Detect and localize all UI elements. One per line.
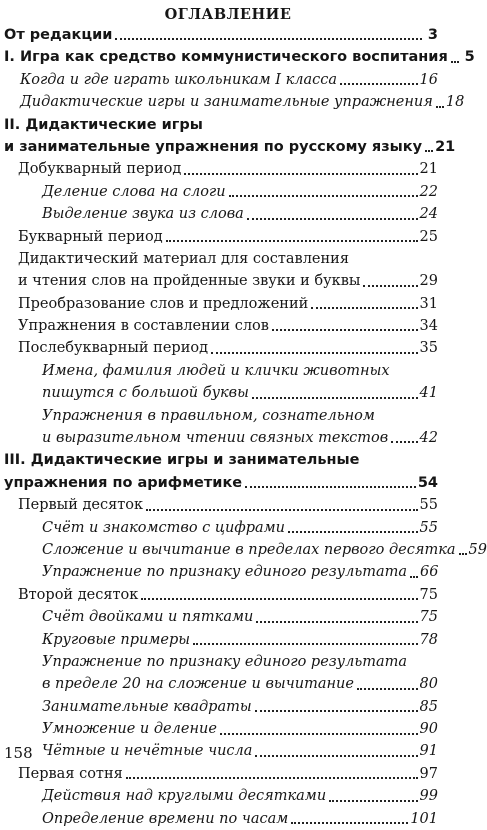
toc-entry-page: 101 bbox=[410, 810, 438, 827]
dot-leader bbox=[229, 195, 418, 197]
toc-entry bbox=[4, 539, 487, 561]
toc-entry bbox=[4, 136, 456, 158]
toc-entry-page: 99 bbox=[419, 788, 438, 805]
dot-leader bbox=[193, 643, 417, 645]
toc-entry bbox=[4, 494, 438, 516]
toc-entry bbox=[4, 561, 438, 583]
toc-entry-page: 75 bbox=[419, 586, 438, 603]
toc-entry-title: Упражнения в составлении слов bbox=[18, 318, 269, 335]
toc-entry-page: 35 bbox=[419, 340, 438, 357]
toc-entry-page: 16 bbox=[419, 71, 438, 88]
toc-entry bbox=[4, 696, 438, 718]
toc-entry bbox=[4, 270, 438, 292]
dot-leader bbox=[166, 240, 418, 242]
toc-entry-page: 90 bbox=[419, 721, 438, 738]
page-title: ОГЛАВЛЕНИЕ bbox=[164, 6, 292, 23]
toc-entry bbox=[4, 651, 438, 673]
toc-entry bbox=[4, 472, 438, 494]
toc-entry-title: Имена, фамилия людей и клички животных bbox=[42, 362, 390, 379]
toc-entry bbox=[4, 718, 438, 740]
dot-leader bbox=[146, 509, 417, 511]
toc-entry-page: 24 bbox=[419, 206, 438, 223]
toc-entry-title: Счёт двойками и пятками bbox=[42, 609, 254, 626]
toc-entry-page: 80 bbox=[419, 676, 438, 693]
toc-entry-page: 75 bbox=[419, 609, 438, 626]
toc-entry-title: Букварный период bbox=[18, 228, 163, 245]
toc-entry bbox=[4, 449, 438, 471]
dot-leader bbox=[141, 598, 417, 600]
toc-entry-page: 21 bbox=[435, 138, 456, 155]
dot-leader bbox=[220, 733, 418, 735]
toc-entry-page: 3 bbox=[427, 26, 438, 43]
toc-entry bbox=[4, 91, 465, 113]
toc-entry-page: 78 bbox=[419, 631, 438, 648]
dot-leader bbox=[410, 576, 418, 578]
dot-leader bbox=[245, 486, 416, 488]
toc-entry-title: и выразительном чтении связных текстов bbox=[42, 430, 389, 447]
toc-entry-page: 42 bbox=[419, 430, 438, 447]
toc-entry bbox=[4, 293, 438, 315]
toc-entry-page: 18 bbox=[445, 94, 465, 111]
toc-entry-title: упражнения по арифметике bbox=[4, 474, 243, 491]
dot-leader bbox=[340, 83, 417, 85]
toc-entry bbox=[4, 181, 438, 203]
dot-leader bbox=[115, 38, 422, 40]
toc-entry-title: I. Игра как средство коммунистического воспитания bbox=[4, 49, 448, 66]
toc-entry-title: и занимательные упражнения по русскому языку bbox=[4, 138, 423, 155]
dot-leader bbox=[247, 218, 418, 220]
toc-entry bbox=[4, 158, 438, 180]
toc-entry-title: и чтения слов на пройденные звуки и буквы bbox=[18, 273, 361, 290]
dot-leader bbox=[255, 755, 417, 757]
toc-entry bbox=[4, 741, 438, 763]
toc-entry-title: Счёт и знакомство с цифрами bbox=[42, 519, 285, 536]
toc-entry bbox=[4, 629, 438, 651]
toc-entry-title: III. Дидактические игры и занимательные bbox=[4, 452, 360, 469]
toc-entry-title: Занимательные квадраты bbox=[42, 698, 252, 715]
toc-entry-page: 31 bbox=[419, 295, 438, 312]
dot-leader bbox=[255, 710, 418, 712]
toc-entry bbox=[4, 203, 438, 225]
toc-entry bbox=[4, 584, 438, 606]
toc-entry bbox=[4, 763, 438, 785]
dot-leader bbox=[357, 688, 418, 690]
toc-entry-page: 25 bbox=[419, 228, 438, 245]
toc-entry-page: 66 bbox=[420, 564, 439, 581]
page-number: 158 bbox=[4, 744, 33, 762]
toc-entry-title: Упражнение по признаку единого результата bbox=[42, 564, 408, 581]
toc-entry-title: Преобразование слов и предложений bbox=[18, 295, 309, 312]
dot-leader bbox=[311, 307, 417, 309]
toc-entry-title: пишутся с большой буквы bbox=[42, 385, 249, 402]
toc-entry-title: От редакции bbox=[4, 26, 113, 43]
toc-entry-title: Дидактические игры и занимательные упражнения bbox=[20, 94, 433, 111]
toc-entry bbox=[4, 427, 438, 449]
dot-leader bbox=[291, 822, 408, 824]
dot-leader bbox=[459, 553, 467, 555]
toc-entry-title: Выделение звука из слова bbox=[42, 206, 244, 223]
dot-leader bbox=[329, 800, 417, 802]
toc-entry bbox=[4, 46, 475, 68]
toc-entry-page: 5 bbox=[464, 49, 475, 66]
toc-entry bbox=[4, 517, 438, 539]
toc-entry-title: Когда и где играть школьникам I класса bbox=[20, 71, 338, 88]
dot-leader bbox=[256, 621, 417, 623]
toc-entry-title: Сложение и вычитание в пределах первого десятка bbox=[42, 541, 456, 558]
toc-entry-title: Круговые примеры bbox=[42, 631, 191, 648]
toc-entry bbox=[4, 606, 438, 628]
toc-entry-page: 21 bbox=[419, 161, 438, 178]
dot-leader bbox=[288, 531, 418, 533]
dot-leader bbox=[391, 441, 417, 443]
toc-entry-title: Добукварный период bbox=[18, 161, 182, 178]
dot-leader bbox=[272, 329, 418, 331]
dot-leader bbox=[451, 61, 459, 63]
dot-leader bbox=[436, 106, 444, 108]
toc-entry bbox=[4, 226, 438, 248]
dot-leader bbox=[363, 285, 417, 287]
toc-entry-title: в пределе 20 на сложение и вычитание bbox=[42, 676, 354, 693]
toc-entry bbox=[4, 69, 438, 91]
toc-entry bbox=[4, 808, 438, 830]
toc-entry-title: II. Дидактические игры bbox=[4, 116, 203, 133]
dot-leader bbox=[425, 150, 433, 152]
toc-entry-page: 34 bbox=[419, 318, 438, 335]
toc-entry-title: Второй десяток bbox=[18, 586, 139, 603]
toc-entry-page: 91 bbox=[419, 743, 438, 760]
table-of-contents bbox=[4, 24, 487, 830]
toc-entry-page: 54 bbox=[417, 474, 438, 491]
toc-entry-title: Первый десяток bbox=[18, 497, 144, 514]
toc-entry-title: Послебукварный период bbox=[18, 340, 209, 357]
toc-entry-title: Определение времени по часам bbox=[42, 810, 289, 827]
toc-entry-title: Умножение и деление bbox=[42, 721, 217, 738]
toc-entry-title: Чётные и нечётные числа bbox=[42, 743, 253, 760]
toc-entry-page: 41 bbox=[419, 385, 438, 402]
toc-entry-page: 59 bbox=[468, 541, 487, 558]
toc-entry bbox=[4, 315, 438, 337]
toc-entry-title: Упражнения в правильном, сознательном bbox=[42, 407, 375, 424]
toc-entry-page: 29 bbox=[419, 273, 438, 290]
toc-entry bbox=[4, 114, 438, 136]
toc-entry-title: Деление слова на слоги bbox=[42, 183, 226, 200]
toc-entry bbox=[4, 337, 438, 359]
dot-leader bbox=[211, 352, 418, 354]
toc-entry-page: 55 bbox=[419, 519, 438, 536]
toc-entry bbox=[4, 360, 438, 382]
toc-entry-title: Упражнение по признаку единого результата bbox=[42, 653, 408, 670]
toc-entry bbox=[4, 248, 438, 270]
toc-entry-page: 85 bbox=[419, 698, 438, 715]
toc-entry bbox=[4, 24, 438, 46]
toc-entry-page: 22 bbox=[419, 183, 438, 200]
dot-leader bbox=[126, 777, 418, 779]
toc-entry-page: 55 bbox=[419, 497, 438, 514]
toc-entry-title: Дидактический материал для составления bbox=[18, 250, 349, 267]
toc-entry bbox=[4, 673, 438, 695]
toc-entry-title: Первая сотня bbox=[18, 765, 123, 782]
dot-leader bbox=[184, 173, 417, 175]
toc-entry bbox=[4, 405, 438, 427]
toc-entry-page: 97 bbox=[419, 765, 438, 782]
dot-leader bbox=[252, 397, 418, 399]
toc-entry bbox=[4, 382, 438, 404]
toc-entry-title: Действия над круглыми десятками bbox=[42, 788, 327, 805]
toc-entry bbox=[4, 785, 438, 807]
